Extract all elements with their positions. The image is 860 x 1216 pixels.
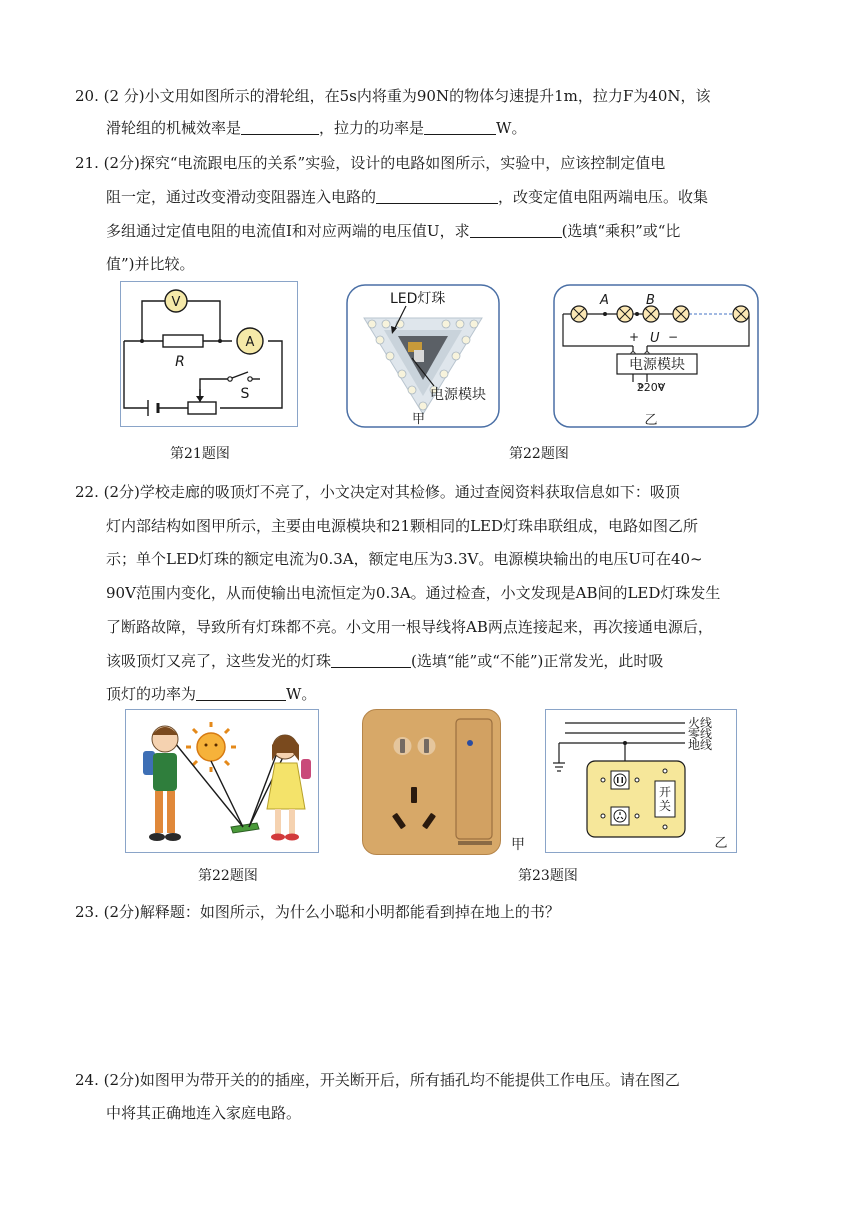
q21-text-d: (选填“乘积”或“比 xyxy=(561,222,681,240)
q20-text-c: W。 xyxy=(496,119,527,137)
fig22-caption-bottom: 第22题图 xyxy=(198,868,258,884)
q21-line3 xyxy=(106,221,680,241)
q24-line1: 24. (2分)如图甲为带开关的的插座，开关断开后，所有插孔均不能提供工作电压。请在图乙 xyxy=(75,1071,680,1089)
q22-blank-2[interactable] xyxy=(196,684,286,701)
q21-line4: 值”)并比较。 xyxy=(106,255,195,273)
q22-line1: 22. (2分)学校走廊的吸顶灯不亮了，小文决定对其检修。通过查阅资料获取信息如下：吸顶 xyxy=(75,483,680,501)
household-wiring-diagram xyxy=(545,709,737,853)
neutral-wire-label: 零线 xyxy=(688,727,713,741)
q21-text-a: 阻一定，通过改变滑动变阻器连入电路的 xyxy=(106,188,377,206)
voltage-u-label: U xyxy=(650,331,660,346)
q20-blank-efficiency[interactable] xyxy=(241,118,319,135)
q22-line7 xyxy=(106,684,316,704)
q20-text-b: ，拉力的功率是 xyxy=(319,119,425,137)
minus-label: − xyxy=(668,330,679,344)
q20-line2 xyxy=(106,118,526,138)
q22-line5: 了断路故障，导致所有灯珠都不亮。小文用一根导线将AB两点连接起来，再次接通电源后， xyxy=(106,618,713,636)
q23-line1: 23. (2分)解释题：如图所示，为什么小聪和小明都能看到掉在地上的书？ xyxy=(75,903,560,921)
q22-line3: 示；单个LED灯珠的额定电流为0.3A，额定电压为3.3V。电源模块输出的电压U可在40~ xyxy=(106,550,703,568)
q24-line2: 中将其正确地连入家庭电路。 xyxy=(106,1104,302,1122)
q22-text-c: 顶灯的功率为 xyxy=(106,685,197,703)
q20-line1: 20. (2 分)小文用如图所示的滑轮组，在5s内将重为90N的物体匀速提升1m，拉力F为40N，该 xyxy=(75,87,711,105)
fig22-yi-tag: 乙 xyxy=(644,413,658,428)
led-bead-label: LED灯珠 xyxy=(390,291,446,307)
ammeter-label: A xyxy=(245,335,255,350)
voltmeter-label: V xyxy=(171,295,181,310)
q22-text-b: (选填“能”或“不能”)正常发光，此时吸 xyxy=(411,652,664,670)
q20-blank-power[interactable] xyxy=(424,118,496,135)
220v-label: 220V xyxy=(636,381,666,394)
fig23-caption: 第23题图 xyxy=(518,868,578,884)
led-lamp-figure xyxy=(346,284,500,428)
q21-text-c: 多组通过定值电阻的电流值I和对应两端的电压值U，求 xyxy=(106,222,470,240)
q21-text-b: ，改变定值电阻两端电压。收集 xyxy=(498,188,709,206)
q22-blank-1[interactable] xyxy=(331,651,411,668)
q21-line2 xyxy=(106,187,708,207)
point-b-label: B xyxy=(646,293,655,308)
q21-blank-1[interactable] xyxy=(376,187,498,204)
q22-text-a: 该吸顶灯又亮了，这些发光的灯珠 xyxy=(106,652,332,670)
live-wire-label: 火线 xyxy=(688,716,713,730)
reflection-illustration xyxy=(125,709,319,853)
q22-line4: 90V范围内变化，从而使输出电流恒定为0.3A。通过检查，小文发现是AB间的LED灯珠发生 xyxy=(106,584,721,602)
switch-label: S xyxy=(240,386,250,402)
point-a-label: A xyxy=(600,293,609,308)
socket-panel-photo xyxy=(362,709,501,855)
ground-wire-label: 地线 xyxy=(688,738,713,752)
power-module-label: 电源模块 xyxy=(430,387,486,403)
power-module-box-label: 电源模块 xyxy=(629,357,685,373)
resistor-label: R xyxy=(175,354,185,370)
q21-line1: 21. (2分)探究“电流跟电压的关系”实验，设计的电路如图所示，实验中，应该控制定值电 xyxy=(75,154,666,172)
circuit-diagram-21 xyxy=(120,281,298,427)
fig22-caption-top: 第22题图 xyxy=(509,446,569,462)
q22-line2: 灯内部结构如图甲所示，主要由电源模块和21颗相同的LED灯珠串联组成，电路如图乙所 xyxy=(106,517,699,535)
fig22-jia-tag: 甲 xyxy=(412,412,426,427)
switch-label-bottom: 关 xyxy=(658,799,672,813)
q20-text-a: 滑轮组的机械效率是 xyxy=(106,119,242,137)
fig21-caption: 第21题图 xyxy=(170,446,230,462)
plus-label: + xyxy=(629,330,640,344)
q21-blank-2[interactable] xyxy=(470,221,562,238)
fig23-yi-tag: 乙 xyxy=(714,836,728,851)
fig23-jia-tag: 甲 xyxy=(511,837,525,853)
switch-label-top: 开 xyxy=(658,785,672,799)
q22-text-d: W。 xyxy=(286,685,317,703)
led-series-circuit xyxy=(553,284,759,428)
q22-line6 xyxy=(106,651,663,671)
